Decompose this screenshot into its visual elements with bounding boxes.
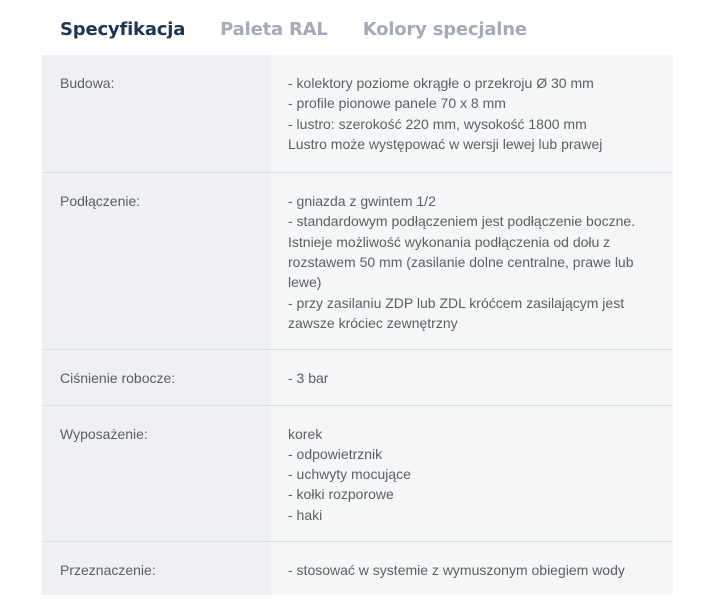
spec-row-wyposazenie	[42, 405, 673, 541]
spec-label: Wyposażenie:	[42, 405, 271, 541]
tab-paleta-ral[interactable]: Paleta RAL	[220, 18, 328, 40]
tab-bar	[60, 14, 562, 44]
spec-value-line: - profile pionowe panele 70 x 8 mm	[288, 95, 506, 112]
spec-value-line: rozstawem 50 mm (zasilanie dolne centralne, prawe lub	[288, 254, 634, 271]
spec-row-cisnienie	[42, 350, 673, 405]
spec-value-line: - przy zasilaniu ZDP lub ZDL króćcem zasilającym jest	[288, 294, 625, 311]
spec-value	[271, 542, 673, 596]
spec-value-line: zawsze króciec zewnętrzny	[288, 314, 458, 331]
spec-value	[271, 173, 673, 350]
spec-value-line: lewe)	[288, 274, 322, 291]
spec-value-line: Lustro może występować w wersji lewej lub prawej	[288, 135, 603, 152]
spec-value-line: - odpowietrznik	[288, 445, 383, 462]
specification-table	[42, 55, 673, 595]
spec-row-podlaczenie	[42, 173, 673, 350]
spec-value-line: - kolektory poziome okrągłe o przekroju Ø 30 mm	[288, 75, 594, 91]
spec-value-line: - 3 bar	[288, 370, 329, 387]
spec-value	[271, 405, 673, 541]
tab-specyfikacja[interactable]: Specyfikacja	[60, 18, 186, 40]
spec-row-przeznaczenie	[42, 542, 673, 596]
spec-value-line: - lustro: szerokość 220 mm, wysokość 1800 mm	[288, 115, 587, 132]
spec-value-line: - uchwyty mocujące	[288, 466, 411, 483]
spec-value-line: - kołki rozporowe	[288, 486, 394, 503]
spec-value-line: Istnieje możliwość wykonania podłączenia od dołu z	[288, 233, 611, 250]
spec-label: Podłączenie:	[42, 173, 271, 350]
spec-label: Ciśnienie robocze:	[42, 350, 271, 405]
spec-label: Przeznaczenie:	[42, 542, 271, 596]
spec-value-line: - haki	[288, 506, 323, 523]
spec-value-line: - gniazda z gwintem 1/2	[288, 193, 436, 210]
spec-value-line: - stosować w systemie z wymuszonym obiegiem wody	[288, 562, 625, 579]
spec-value	[271, 55, 673, 173]
spec-value	[271, 350, 673, 405]
spec-value-line: korek	[288, 425, 323, 442]
spec-label: Budowa:	[42, 55, 271, 173]
tab-kolory-specjalne[interactable]: Kolory specjalne	[362, 18, 527, 40]
spec-value-line: - standardowym podłączeniem jest podłączenie boczne.	[288, 213, 636, 230]
spec-row-budowa	[42, 55, 673, 173]
